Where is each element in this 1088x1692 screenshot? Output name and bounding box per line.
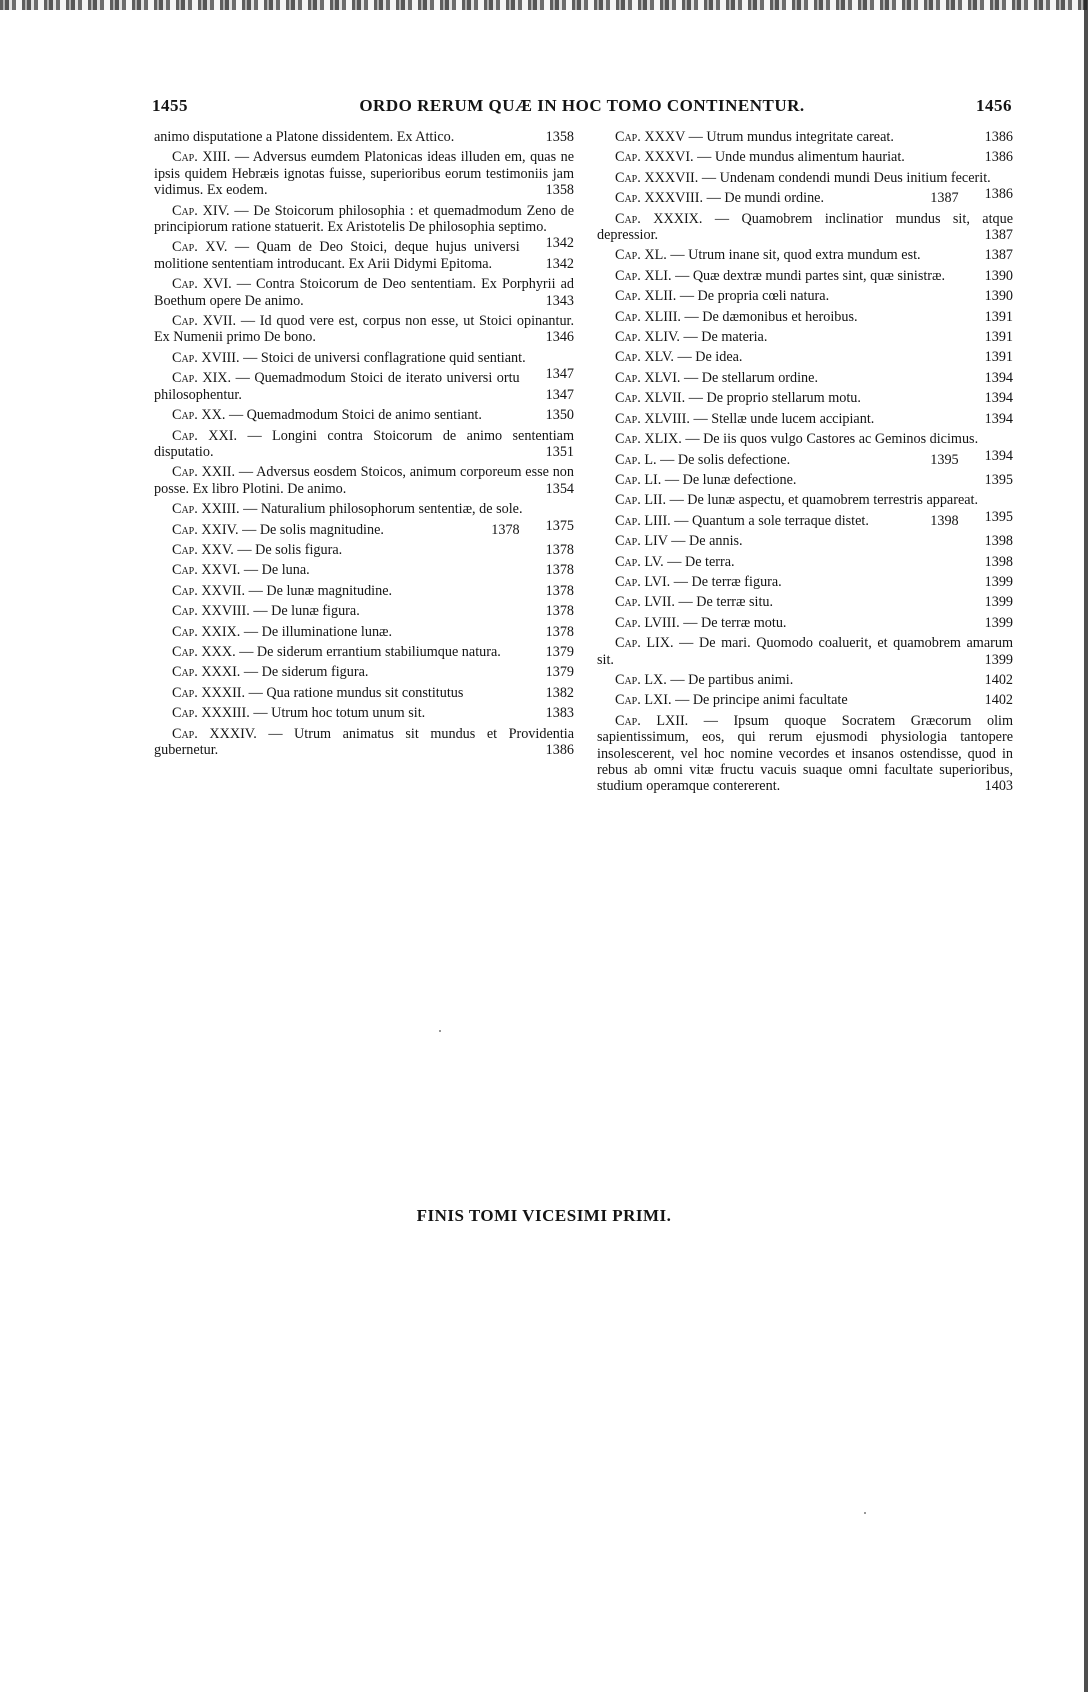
toc-page-number: 1399 [984, 573, 1013, 590]
toc-chapter-number: XXXII. [201, 684, 246, 701]
toc-page-number: 1391 [984, 349, 1013, 366]
toc-chapter-number: XVIII. [201, 349, 240, 366]
toc-page-number: 1342 [545, 235, 574, 252]
toc-page-number: 1399 [984, 614, 1013, 631]
toc-chapter-number: XVII. [202, 313, 237, 330]
toc-page-number: 1379 [545, 643, 574, 660]
toc-cap-label: Cap. [615, 451, 641, 468]
toc-cap-label: Cap. [172, 725, 198, 742]
toc-chapter-number: XLI. [644, 267, 672, 284]
toc-page-number: 1402 [984, 692, 1013, 709]
toc-chapter-number: XV. [205, 239, 228, 256]
toc-chapter-number: XL. [644, 247, 667, 264]
toc-page-number: 1402 [984, 671, 1013, 688]
toc-cap-label: Cap. [615, 533, 641, 550]
toc-title: — De solis defectione. [660, 451, 791, 468]
toc-title: — De lunæ aspectu, et quamobrem terrestris appareat. [669, 492, 979, 509]
toc-title: — Naturalium philosophorum sententiæ, de sole. [243, 501, 523, 518]
toc-cap-label: Cap. [172, 541, 198, 558]
toc-page-number: 1387 [984, 227, 1013, 244]
toc-cap-label: Cap. [172, 313, 198, 330]
toc-cap-label: Cap. [172, 276, 198, 293]
toc-title: — De mari. Quomodo coaluerit, et quamobrem amarum sit. [597, 635, 1013, 668]
toc-entry [597, 411, 1013, 427]
toc-cap-label: Cap. [615, 349, 641, 366]
toc-cap-label: Cap. [615, 190, 641, 207]
toc-entry [154, 370, 574, 403]
toc-page-number: 1354 [545, 480, 574, 497]
toc-entry [597, 370, 1013, 386]
toc-entry [597, 349, 1013, 365]
toc-cap-label: Cap. [172, 664, 198, 681]
toc-cap-label: Cap. [615, 553, 641, 570]
toc-page-number: 1383 [545, 705, 574, 722]
toc-entry [154, 129, 574, 145]
toc-page-number: 1378 [545, 541, 574, 558]
toc-chapter-number: XXXVII. [644, 169, 699, 186]
toc-chapter-number: L. [644, 451, 657, 468]
toc-entry [597, 672, 1013, 688]
toc-entry [154, 522, 574, 538]
toc-chapter-number: LV. [644, 553, 664, 570]
toc-entry [597, 533, 1013, 549]
toc-page-number: 1379 [545, 664, 574, 681]
toc-page-number: 1382 [545, 684, 574, 701]
toc-cap-label: Cap. [615, 492, 641, 509]
toc-cap-label: Cap. [615, 614, 641, 631]
toc-cap-label: Cap. [172, 623, 198, 640]
toc-chapter-number: XXI. [208, 427, 237, 444]
toc-cap-label: Cap. [172, 239, 198, 256]
toc-cap-label: Cap. [615, 573, 641, 590]
toc-page-number: 1343 [545, 292, 574, 309]
toc-page-number: 1398 [930, 512, 959, 529]
toc-page-number: 1378 [545, 623, 574, 640]
toc-chapter-number: XXXIV. [209, 725, 257, 742]
toc-title: — Quantum a sole terraque distet. [674, 512, 869, 529]
toc-title: — De idea. [677, 349, 743, 366]
toc-entry [154, 562, 574, 578]
toc-chapter-number: XXV. [201, 541, 234, 558]
toc-cap-label: Cap. [172, 582, 198, 599]
toc-page-number: 1378 [545, 582, 574, 599]
toc-page-number: 1390 [984, 267, 1013, 284]
toc-cap-label: Cap. [172, 202, 198, 219]
toc-title: — Stellæ unde lucem accipiant. [693, 410, 875, 427]
toc-page-number: 1394 [984, 369, 1013, 386]
toc-entry [154, 407, 574, 423]
toc-title: — Undenam condendi mundi Deus initium fecerit. [701, 169, 991, 186]
scan-speck [864, 1512, 866, 1514]
toc-page-number: 1394 [984, 390, 1013, 407]
toc-chapter-number: XLIV. [644, 329, 680, 346]
toc-cap-label: Cap. [615, 712, 641, 729]
toc-page-number: 1391 [984, 329, 1013, 346]
toc-page-number: 1391 [984, 308, 1013, 325]
toc-title: — Adversus eumdem Platonicas ideas illuden em, quas ne ipsis quidem Hebræis ignotas fuisse, superioribus eorum testimoniis jam vidimus. Ex eodem. [154, 149, 575, 199]
toc-title: — Utrum hoc totum unum sit. [253, 705, 426, 722]
toc-cap-label: Cap. [615, 129, 641, 145]
toc-title: — De solis magnitudine. [242, 521, 384, 538]
toc-title: — Ipsum quoque Socratem Græcorum olim sapientissimum, eos, qui rerum ejusmodi physiologia tantopere insolescerent, vel hoc nomine vecordes et insanos ostendisse, quod in rebus ab omni vitæ fructu vacuis suaque omni facultate superioribus, studium operamque contererent. [597, 712, 1013, 795]
toc-entry [154, 685, 574, 701]
toc-cap-label: Cap. [615, 390, 641, 407]
toc-title: animo disputatione a Platone dissidentem. Ex Attico. [154, 129, 455, 145]
toc-cap-label: Cap. [172, 349, 198, 366]
toc-page-number: 1399 [984, 594, 1013, 611]
toc-entry [154, 603, 574, 619]
toc-title: — De stellarum ordine. [684, 369, 818, 386]
finis-line: FINIS TOMI VICESIMI PRIMI. [416, 1206, 672, 1225]
toc-page-number: 1387 [930, 190, 959, 207]
toc-entry [597, 594, 1013, 610]
toc-title: — Quamobrem inclinatior mundus sit, atque depressior. [597, 210, 1014, 244]
toc-page-number: 1351 [545, 443, 574, 460]
toc-page-number: 1358 [545, 129, 574, 145]
toc-entry [597, 390, 1013, 406]
toc-title: — De lunæ defectione. [664, 471, 797, 488]
toc-entry [154, 664, 574, 680]
toc-title: — Utrum mundus integritate careat. [688, 129, 894, 145]
toc-chapter-number: LI. [644, 471, 662, 488]
toc-entry [597, 268, 1013, 284]
toc-chapter-number: XLVII. [644, 390, 686, 407]
toc-entry [597, 149, 1013, 165]
toc-chapter-number: XIII. [202, 149, 231, 166]
toc-chapter-number: XXII. [201, 464, 236, 481]
toc-entry [597, 472, 1013, 488]
toc-entry [597, 247, 1013, 263]
toc-cap-label: Cap. [172, 370, 198, 387]
scan-speck [439, 1030, 441, 1032]
toc-entry [597, 288, 1013, 304]
toc-page-number: 1378 [545, 562, 574, 579]
toc-title: — Stoici de universi conflagratione quid sentiant. [243, 349, 526, 366]
toc-chapter-number: XXIV. [201, 521, 239, 538]
toc-cap-label: Cap. [172, 149, 198, 166]
toc-title: — De solis figura. [237, 541, 343, 558]
toc-entry [597, 211, 1013, 244]
toc-title: — Id quod vere est, corpus non esse, ut Stoici opinantur. Ex Numenii primo De bono. [154, 313, 575, 346]
toc-chapter-number: XLVIII. [644, 410, 690, 427]
toc-cap-label: Cap. [172, 464, 198, 481]
toc-chapter-number: XXVI. [201, 562, 241, 579]
toc-entry [597, 574, 1013, 590]
toc-entry [154, 239, 574, 272]
toc-page-number: 1395 [984, 508, 1013, 525]
toc-chapter-number: XLII. [644, 288, 677, 305]
toc-entry [154, 542, 574, 558]
toc-chapter-number: XXXIX. [653, 210, 703, 227]
toc-cap-label: Cap. [615, 169, 641, 186]
toc-chapter-number: LVI. [644, 573, 671, 590]
toc-title: — De siderum figura. [243, 664, 369, 681]
toc-page-number: 1342 [545, 255, 574, 272]
toc-title: — De mundi ordine. [706, 190, 825, 207]
toc-title: — De propria cœli natura. [679, 288, 830, 305]
toc-chapter-number: LIX. [646, 635, 674, 652]
toc-page-number: 1399 [984, 651, 1013, 668]
toc-page-number: 1386 [984, 186, 1013, 203]
toc-chapter-number: XXIII. [201, 501, 240, 518]
toc-chapter-number: XX. [201, 407, 226, 424]
toc-title: — De terræ situ. [678, 594, 774, 611]
toc-title: — De annis. [671, 533, 743, 550]
toc-cap-label: Cap. [615, 512, 641, 529]
toc-chapter-number: XXXVI. [644, 149, 694, 166]
toc-chapter-number: XLV. [644, 349, 674, 366]
toc-chapter-number: XIX. [202, 370, 232, 387]
toc-cap-label: Cap. [615, 288, 641, 305]
toc-entry [597, 554, 1013, 570]
toc-page-number: 1386 [984, 149, 1013, 166]
toc-cap-label: Cap. [615, 149, 641, 166]
toc-page-number: 1358 [545, 182, 574, 199]
toc-chapter-number: XVI. [202, 276, 232, 293]
toc-title: — Quam de Deo Stoici, deque hujus universi molitione sententiam introducant. Ex Arii Didymi Epitoma. [154, 239, 520, 272]
toc-chapter-number: LX. [644, 671, 667, 688]
toc-cap-label: Cap. [615, 471, 641, 488]
toc-entry [597, 615, 1013, 631]
toc-entry [154, 149, 574, 198]
toc-chapter-number: XLIX. [644, 431, 682, 448]
toc-page-number: 1378 [545, 603, 574, 620]
toc-title: — Utrum animatus sit mundus et Providentia gubernetur. [154, 725, 575, 758]
toc-entry [154, 624, 574, 640]
toc-title: — De principe animi facultate [675, 692, 848, 709]
toc-chapter-number: XXVIII. [201, 603, 250, 620]
toc-title: — Qua ratione mundus sit constitutus [248, 684, 464, 701]
toc-title: — De lunæ figura. [253, 603, 360, 620]
toc-title: — De proprio stellarum motu. [688, 390, 861, 407]
toc-title: — De terræ figura. [673, 573, 782, 590]
toc-title: — De partibus animi. [670, 671, 794, 688]
toc-chapter-number: XXXIII. [201, 705, 250, 722]
toc-title: — Contra Stoicorum de Deo sententiam. Ex Porphyrii ad Boethum opere De animo. [154, 276, 575, 309]
toc-chapter-number: XXIX. [201, 623, 241, 640]
toc-page-number: 1394 [984, 410, 1013, 427]
toc-entry [154, 726, 574, 759]
toc-title: — Quemadmodum Stoici de iterato universi ortu philosophentur. [154, 370, 520, 403]
running-title: ORDO RERUM QUÆ IN HOC TOMO CONTINENTUR. [359, 96, 805, 115]
toc-cap-label: Cap. [172, 684, 198, 701]
toc-chapter-number: XXXVIII. [644, 190, 704, 207]
toc-title: — Adversus eosdem Stoicos, animum corporeum esse non posse. Ex libro Plotini. De animo. [154, 464, 574, 497]
scan-right-edge [1084, 0, 1088, 1692]
toc-cap-label: Cap. [615, 308, 641, 325]
left-column [154, 129, 574, 762]
toc-chapter-number: XLIII. [644, 308, 681, 325]
toc-title: — De Stoicorum philosophia : et quemadmodum Zeno de principiorum ratione statuerit. Ex Aristotelis De philosophia septimo. [154, 202, 574, 236]
toc-page-number: 1398 [984, 533, 1013, 550]
page-header [152, 96, 1012, 120]
toc-chapter-number: XIV. [202, 202, 230, 219]
toc-page-number: 1398 [984, 553, 1013, 570]
toc-cap-label: Cap. [172, 705, 198, 722]
toc-cap-label: Cap. [615, 210, 641, 227]
toc-chapter-number: LXII. [656, 712, 689, 729]
toc-page-number: 1347 [545, 366, 574, 383]
toc-entry [597, 692, 1013, 708]
toc-entry [154, 705, 574, 721]
toc-cap-label: Cap. [615, 671, 641, 688]
toc-entry [154, 464, 574, 497]
toc-entry [597, 129, 1013, 145]
toc-title: — De illuminatione lunæ. [243, 623, 393, 640]
toc-chapter-number: XXX. [201, 643, 236, 660]
toc-entry [154, 644, 574, 660]
toc-entry [597, 635, 1013, 668]
toc-page-number: 1387 [984, 247, 1013, 264]
page-number-right: 1456 [976, 96, 1012, 115]
toc-title: — Quemadmodum Stoici de animo sentiant. [228, 407, 482, 424]
toc-cap-label: Cap. [172, 521, 198, 538]
toc-page-number: 1386 [545, 742, 574, 758]
toc-chapter-number: XXXV [644, 129, 686, 145]
toc-title: — De luna. [243, 562, 310, 579]
right-column [597, 129, 1013, 799]
toc-entry [597, 713, 1013, 795]
toc-chapter-number: LXI. [644, 692, 672, 709]
scan-top-edge [0, 0, 1088, 10]
toc-cap-label: Cap. [172, 407, 198, 424]
toc-page-number: 1403 [984, 778, 1013, 795]
toc-cap-label: Cap. [172, 427, 198, 444]
toc-title: — De terra. [667, 553, 735, 570]
toc-cap-label: Cap. [615, 431, 641, 448]
toc-entry [597, 190, 1013, 206]
toc-cap-label: Cap. [615, 369, 641, 386]
toc-title: — De siderum errantium stabiliumque natura. [239, 643, 501, 660]
toc-title: — Quæ dextræ mundi partes sint, quæ sinistræ. [675, 267, 946, 284]
toc-chapter-number: LIV [644, 533, 668, 550]
toc-entry [597, 329, 1013, 345]
toc-cap-label: Cap. [172, 603, 198, 620]
toc-title: — De dæmonibus et heroibus. [684, 308, 858, 325]
toc-entry [154, 428, 574, 461]
toc-cap-label: Cap. [615, 635, 641, 652]
toc-page-number: 1395 [984, 471, 1013, 488]
toc-title: — De materia. [683, 329, 768, 346]
toc-chapter-number: LVIII. [644, 614, 680, 631]
toc-entry [597, 452, 1013, 468]
toc-page-number: 1386 [984, 129, 1013, 145]
toc-title: — Unde mundus alimentum hauriat. [697, 149, 905, 166]
toc-cap-label: Cap. [172, 643, 198, 660]
toc-page-number: 1347 [545, 386, 574, 403]
toc-title: — Utrum inane sit, quod extra mundum est. [670, 247, 921, 264]
toc-page-number: 1375 [545, 517, 574, 534]
toc-title: — De iis quos vulgo Castores ac Geminos dicimus. [685, 431, 979, 448]
toc-cap-label: Cap. [615, 329, 641, 346]
toc-chapter-number: LIII. [644, 512, 671, 529]
toc-page-number: 1378 [491, 521, 520, 538]
toc-entry [154, 313, 574, 346]
toc-page-number: 1350 [545, 407, 574, 424]
toc-title: — Longini contra Stoicorum de animo sententiam disputatio. [154, 427, 575, 460]
toc-chapter-number: LVII. [644, 594, 675, 611]
toc-page-number: 1395 [930, 451, 959, 468]
toc-title: — De terræ motu. [683, 614, 787, 631]
toc-cap-label: Cap. [615, 267, 641, 284]
toc-entry [597, 309, 1013, 325]
toc-chapter-number: XLVI. [644, 369, 681, 386]
toc-page-number: 1346 [545, 329, 574, 346]
toc-entry [154, 583, 574, 599]
toc-cap-label: Cap. [615, 247, 641, 264]
toc-chapter-number: XXVII. [201, 582, 246, 599]
toc-cap-label: Cap. [172, 501, 198, 518]
toc-cap-label: Cap. [172, 562, 198, 579]
toc-page-number: 1390 [984, 288, 1013, 305]
toc-title: — De lunæ magnitudine. [248, 582, 393, 599]
toc-chapter-number: LII. [644, 492, 667, 509]
toc-cap-label: Cap. [615, 410, 641, 427]
toc-chapter-number: XXXI. [201, 664, 241, 681]
toc-entry [154, 276, 574, 309]
toc-cap-label: Cap. [615, 692, 641, 709]
page-number-left: 1455 [152, 96, 188, 115]
toc-entry [597, 513, 1013, 529]
toc-cap-label: Cap. [615, 594, 641, 611]
toc-page-number: 1394 [984, 447, 1013, 464]
